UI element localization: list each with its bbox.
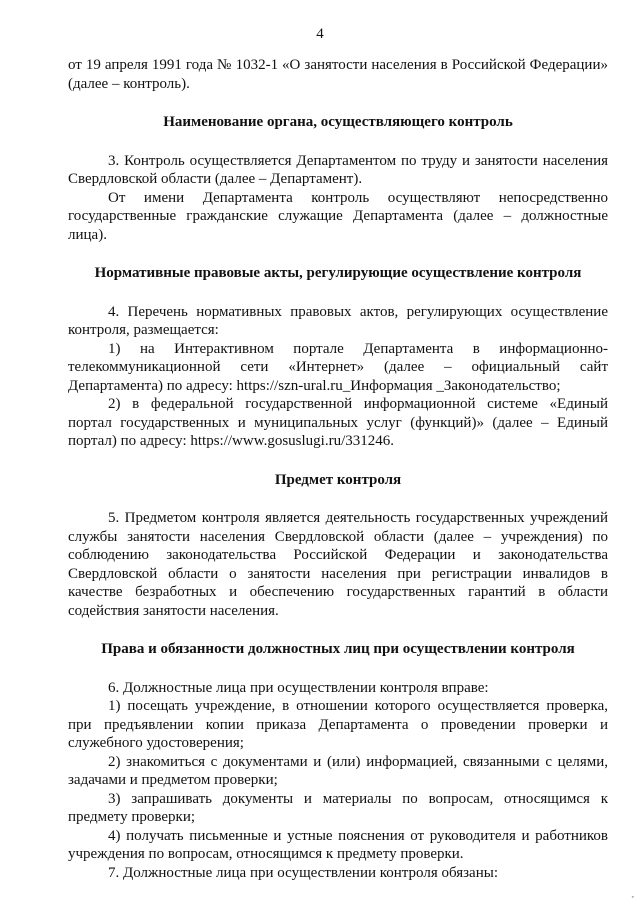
list-item: 1) на Интерактивном портале Департамента в информационно-телекоммуникационной сети «Интернет» (далее – официальный сайт Департамента) по адресу: https://szn-ural.ru_Информация _Законодательство; <box>68 340 608 394</box>
paragraph: 5. Предметом контроля является деятельность государственных учреждений службы занятости населения Свердловской области (далее – учреждения) по соблюдению законодательства Российской Федерации и законодательства Свердловской области о занятости населения при регистрации инвалидов в качестве безработных и обеспечению государственных гарантий в области содействия занятости населения. <box>68 510 608 619</box>
document-body <box>68 56 608 882</box>
list-item: 1) посещать учреждение, в отношении которого осуществляется проверка, при предъявлении копии приказа Департамента о проведении проверки и служебного удостоверения; <box>68 698 608 751</box>
list-item: 3) запрашивать документы и материалы по вопросам, относящимся к предмету проверки; <box>68 790 608 825</box>
paragraph: 7. Должностные лица при осуществлении контроля обязаны: <box>108 864 498 881</box>
page-number: 4 <box>316 26 324 42</box>
paragraph: От имени Департамента контроль осуществляют непосредственно государственные гражданские служащие Департамента (далее – должностные лица). <box>68 189 608 243</box>
paragraph: 4. Перечень нормативных правовых актов, регулирующих осуществление контроля, размещается: <box>68 303 608 338</box>
list-item: 2) в федеральной государственной информационной системе «Единый портал государственных и муниципальных услуг (функций)» (далее – Единый портал) по адресу: https://www.gosuslugi.ru/331246. <box>68 396 608 449</box>
section-title-legal-acts: Нормативные правовые акты, регулирующие осуществление контроля <box>94 265 582 281</box>
section-title-rights-duties: Права и обязанности должностных лиц при осуществлении контроля <box>101 641 575 657</box>
intro-paragraph: от 19 апреля 1991 года № 1032-1 «О занятости населения в Российской Федерации» (далее – контроль). <box>68 57 608 92</box>
scan-artifact: ▪ <box>631 893 634 901</box>
paragraph: 6. Должностные лица при осуществлении контроля вправе: <box>108 679 489 696</box>
section-title-control-body: Наименование органа, осуществляющего контроль <box>163 114 513 130</box>
paragraph: 3. Контроль осуществляется Департаментом по труду и занятости населения Свердловской области (далее – Департамент). <box>68 152 608 187</box>
list-item: 4) получать письменные и устные пояснения от руководителя и работников учреждения по вопросам, относящимся к предмету проверки. <box>68 827 608 862</box>
list-item: 2) знакомиться с документами и (или) информацией, связанными с целями, задачами и предметом проверки; <box>68 753 608 788</box>
section-title-subject: Предмет контроля <box>274 471 402 488</box>
